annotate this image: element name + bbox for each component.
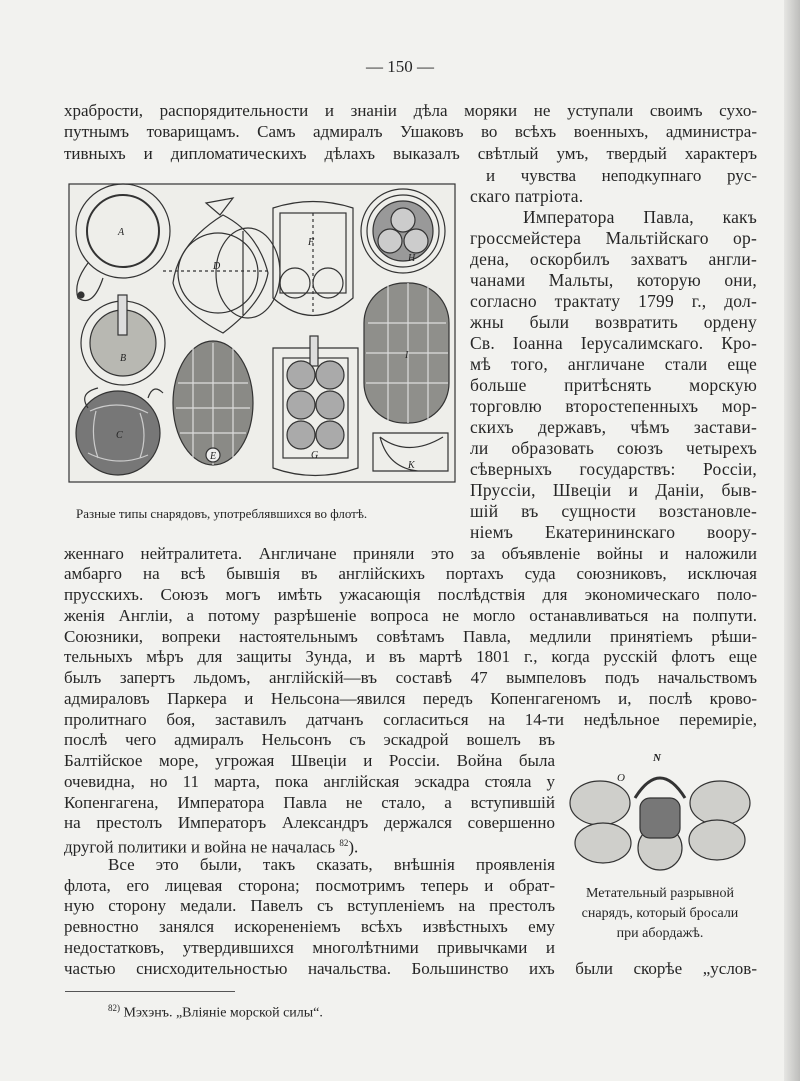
text-line: частью снисходительностью начальства. Большинство ихъ были скорѣе „услов- [64,958,757,978]
right-column-line: Св. Іоанна Іерусалимскаго. Кро- [470,332,757,353]
right-column-line: ніемъ Екатерининскаго воору- [470,522,757,543]
text-line: былъ запертъ льдомъ, англійскій—въ составѣ 47 вымпеловъ подъ начальствомъ [64,668,757,687]
figure-label-h: H [408,253,416,264]
right-column-line: торговлю второстепенныхъ мор- [470,396,757,416]
text-line: тивныхъ и дипломатическихъ дѣлахъ выказалъ свѣтлый умъ, твердый характеръ [64,143,757,163]
text-line: пролитнаго боя, заставилъ датчанъ согласиться на 14-ти недѣльное перемиріе, [64,709,757,729]
figure2-label-o: O [617,772,625,784]
figure-label-e: E [210,451,217,462]
figure-label-i: I [405,350,409,361]
right-column-line: Пруссіи, Швеціи и Даніи, быв- [470,480,757,501]
text-line: недостатковъ, утвердившихся многолѣтними привычками и [64,937,555,957]
text-line: и чувства неподкупнаго рус- [486,165,757,185]
figure1-caption: Разные типы снарядовъ, употреблявшихся во флотѣ. [76,506,368,521]
right-column-line: чанами Мальты, которую они, [470,269,757,290]
right-column-line: шій въ сущности возстановле- [470,501,757,522]
footnote-reference[interactable]: 82 [339,838,349,848]
right-column-line: мѣ того, англичане стали еще [470,353,757,374]
footnote-marker: 82) [108,1003,120,1013]
paragraph-end-tail: ). [348,837,359,857]
text-line: женія Англіи, а потому разрѣшеніе вопроса не могло останавливаться на полпути. [64,605,757,625]
right-column-line: скаго патріота. [470,185,584,206]
right-column-line: ли образовать союзъ четырехъ [470,438,757,459]
right-column-line: Императора Павла, какъ [523,206,757,227]
text-line: женнаго нейтралитета. Англичане приняли это за объявленіе войны и наложили [64,543,757,563]
figure2-caption-line: снарядъ, который бросали [581,906,739,921]
right-column-line: жны были возвратить ордену [470,311,757,332]
text-line: прусскихъ. Союзъ могъ имѣть ужасающія послѣдствія для экономическаго поло- [64,585,757,604]
text-line: очевидна, но 11 марта, пока англійская эскадра стояла у [64,771,555,791]
right-column-line: больше притѣснять морскую [470,374,757,395]
text-line: Союзники, вопреки настоятельнымъ совѣтамъ Павла, медлили принятіемъ рѣши- [64,626,757,646]
text-line: послѣ чего адмиралъ Нельсонъ съ эскадрой вошелъ въ [64,730,555,750]
figure-label-f: F [308,237,315,248]
paragraph-end-text: другой политики и война не началась [64,837,340,857]
figure2-caption-line: при абордажѣ. [616,926,704,941]
right-column-line: согласно трактату 1799 г., дол- [470,290,757,311]
text-line: Все это были, такъ сказать, внѣшнія проявленія [108,854,555,874]
text-line: флота, его лицевая сторона; посмотримъ теперь и обрат- [64,875,555,895]
footnote-divider [65,991,235,992]
text-line: ную сторону медали. Павелъ съ вступленіемъ на престолъ [64,896,555,916]
right-column-line: скихъ державъ, чѣмъ застави- [470,417,757,438]
figure-label-a: A [118,227,125,238]
paragraph-end-line [64,833,555,857]
page-edge-shadow [784,0,800,1081]
boarding-grenade-illustration [565,748,755,873]
figure-label-d: D [213,261,221,272]
text-line: Балтійское море, угрожая Швеціи и Россіи. Война была [64,751,555,770]
text-line: путнымъ товарищамъ. Самъ адмиралъ Ушаковъ во всѣхъ военныхъ, администра- [64,122,757,141]
text-line: Копенгагена, Императора Павла не стало, а вступившій [64,792,555,812]
shells-illustration [68,183,456,483]
right-column-line: сѣверныхъ государствъ: Россіи, [470,459,757,480]
text-line: ревностно занялся искорененіемъ всѣхъ извѣстныхъ ему [64,917,555,936]
text-line: адмираловъ Паркера и Нельсона—явился передъ Копенгагеномъ и, послѣ крово- [64,688,757,708]
right-column-line: дена, оскорбилъ захватъ англи- [470,248,757,269]
figure-label-g: G [311,450,319,461]
figure-label-k: K [408,460,415,471]
footnote [108,1003,323,1022]
page-number: — 150 — [366,57,434,76]
figure-label-c: C [116,430,123,441]
figure2-label-n: N [653,752,661,764]
figure2-caption-line: Метательный разрывной [586,886,734,901]
text-line: амбарго на всѣ бывшія въ англійскихъ портахъ суда союзниковъ, исключая [64,564,757,584]
text-line: храбрости, распорядительности и знаніи дѣла моряки не уступали своимъ сухо- [64,100,757,120]
text-line: тельныхъ мѣръ для защиты Зунда, и въ мартѣ 1801 г., когда русскій флотъ еще [64,647,757,667]
right-column-line: гроссмейстера Мальтійскаго ор- [470,227,757,248]
figure-label-b: B [120,353,127,364]
footnote-text: Мэхэнъ. „Вліяніе морской силы“. [123,1005,323,1021]
text-line: на престолъ Императоръ Александръ держался совершенно [64,813,555,833]
